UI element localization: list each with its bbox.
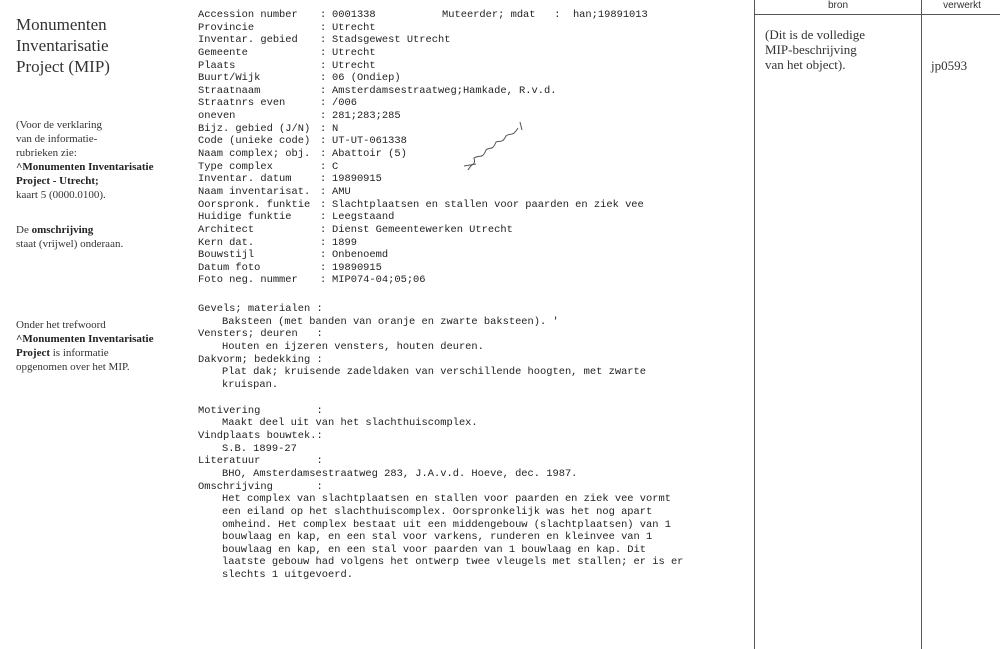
section-text: bouwlaag en kap, en een stal voor paarden van 1 bouwlaag en kap. Dit (222, 543, 647, 556)
record-row (198, 47, 738, 60)
record-row (198, 186, 738, 199)
section-heading: Vensters; deuren : (198, 328, 323, 341)
field-label: Bijz. gebied (J/N) (198, 122, 311, 135)
field-label: Kern dat. (198, 236, 255, 249)
left-notes (16, 14, 186, 373)
field-separator: : (320, 135, 327, 148)
field-label: Straatnaam (198, 84, 261, 97)
field-label: Type complex (198, 160, 273, 173)
section-text: Plat dak; kruisende zadeldaken van verschillende hoogten, met zwarte (222, 366, 647, 379)
field-label: oneven (198, 110, 236, 123)
record-row (198, 34, 738, 47)
field-label: Accession number (198, 9, 298, 21)
field-label: Datum foto (198, 261, 261, 274)
bron-cell: (Dit is de volledige MIP-beschrijving van het object). (765, 27, 866, 72)
field-separator: : (320, 34, 327, 47)
field-value: Amsterdamsestraatweg;Hamkade, R.v.d. (332, 84, 557, 97)
field-separator: : (320, 97, 327, 110)
record-row (198, 249, 738, 262)
field-separator: : (320, 261, 327, 274)
field-separator: : (320, 185, 327, 198)
field-label: Code (unieke code) (198, 135, 311, 148)
section-text: omheind. Het complex bestaat uit een middengebouw (slachtplaatsen) van 1 (222, 518, 671, 531)
field-value: UT-UT-061338 (332, 135, 407, 148)
field-value: 19890915 (332, 261, 382, 274)
section-text: Het complex van slachtplaatsen en stallen voor paarden en ziek vee vormt (222, 493, 671, 506)
field-value: Utrecht (332, 46, 376, 59)
record-row (198, 9, 738, 22)
field-separator: : (320, 274, 327, 287)
field-label: Plaats (198, 59, 236, 72)
section-text: Houten en ijzeren vensters, houten deuren. (222, 340, 484, 353)
explanation-note: (Voor de verklaring van de informatie- rubrieken zie: ^Monumenten Inventarisatie Project - Utrecht; kaart 5 (0000.0100). (16, 119, 154, 201)
record-row (198, 224, 738, 237)
section-heading: Gevels; materialen : (198, 303, 323, 315)
verwerkt-cell: jp0593 (931, 58, 968, 73)
section-text: slechts 1 uitgevoerd. (222, 569, 353, 582)
section-heading: Vindplaats bouwtek.: (198, 429, 323, 442)
section-text: BHO, Amsterdamsestraatweg 283, J.A.v.d. Hoeve, dec. 1987. (222, 467, 578, 480)
section-text: Baksteen (met banden van oranje en zwarte baksteen). ' (222, 315, 559, 328)
section-text: bouwlaag en kap, en een stal voor varkens, runderen en kleinvee van 1 (222, 531, 653, 544)
field-value: N (332, 122, 339, 135)
field-separator: : (320, 21, 327, 34)
section-gap (198, 392, 738, 405)
field-value: AMU (332, 185, 351, 198)
field-value: 06 (Ondiep) (332, 72, 401, 85)
field-label: Naam inventarisat. (198, 185, 311, 198)
reference-link-mip[interactable]: ^Monumenten Inventarisatie Project (16, 333, 154, 359)
source-table (754, 0, 1000, 649)
record-row (198, 85, 738, 98)
record-row (198, 237, 738, 250)
keyword-note: Onder het trefwoord ^Monumenten Inventarisatie Project is informatie opgenomen over het MIP. (16, 319, 154, 373)
reference-link-mip-utrecht[interactable]: ^Monumenten Inventarisatie Project - Utrecht; (16, 161, 154, 187)
field-label: Oorspronk. funktie (198, 198, 311, 211)
section-heading: Omschrijving : (198, 480, 323, 493)
field-separator: : (320, 173, 327, 186)
field-label: Straatnrs even (198, 97, 286, 110)
field-label: Architect (198, 223, 255, 236)
field-separator: : (320, 84, 327, 97)
field-separator: : (320, 9, 327, 21)
record-row (198, 97, 738, 110)
field-separator: : (320, 236, 327, 249)
field-value: Utrecht (332, 59, 376, 72)
column-header-verwerkt: verwerkt (921, 0, 1000, 15)
field-value: C (332, 160, 339, 173)
field-value: MIP074-04;05;06 (332, 274, 426, 287)
field-label: Naam complex; obj. (198, 148, 311, 161)
handwritten-scribble-icon (462, 118, 532, 178)
field-value: Leegstaand (332, 211, 395, 224)
field-separator: : (320, 160, 327, 173)
field-label: Inventar. datum (198, 173, 292, 186)
field-value: 281;283;285 (332, 110, 401, 123)
record-row (198, 22, 738, 35)
field-value: Dienst Gemeentewerken Utrecht (332, 223, 513, 236)
field-separator: : (320, 72, 327, 85)
field-separator: : (320, 249, 327, 262)
field-value: Abattoir (5) (332, 148, 407, 161)
field-label: Gemeente (198, 46, 248, 59)
field-value: Onbenoemd (332, 249, 389, 262)
field-value: /006 (332, 97, 357, 110)
record-row (198, 262, 738, 275)
field-label: Bouwstijl (198, 249, 255, 262)
field-separator: : (320, 46, 327, 59)
section-heading: Dakvorm; bedekking : (198, 353, 323, 366)
field-value: Utrecht (332, 21, 376, 34)
section-text: een eiland op het slachthuiscomplex. Oorspronkelijk was het nog apart (222, 505, 653, 518)
field-value: 0001338 (332, 9, 376, 21)
record-row (198, 72, 738, 85)
field-label: Inventar. gebied (198, 34, 298, 47)
description-sections (198, 303, 738, 582)
field-separator: : (320, 198, 327, 211)
description-location-note: De omschrijving staat (vrijwel) onderaan. (16, 224, 124, 250)
record-row (198, 274, 738, 287)
field-value: 1899 (332, 236, 357, 249)
record-row (198, 199, 738, 212)
section-heading: Literatuur : (198, 455, 323, 468)
field-label: Huidige funktie (198, 211, 292, 224)
field-separator: : (320, 223, 327, 236)
record-row (198, 211, 738, 224)
field-label: Buurt/Wijk (198, 72, 261, 85)
section-text: laatste gebouw had volgens het ontwerp twee vleugels met stallen; er is er (222, 556, 684, 569)
field-separator: : (320, 211, 327, 224)
section-text: kruispan. (222, 378, 279, 391)
field-value: Slachtplaatsen en stallen voor paarden en ziek vee (332, 198, 644, 211)
section-text: S.B. 1899-27 (222, 442, 297, 455)
document-title: Monumenten Inventarisatie Project (MIP) (16, 15, 110, 76)
field-separator: : (320, 122, 327, 135)
mutator-info: Muteerder; mdat : han;19891013 (442, 9, 648, 21)
field-label: Foto neg. nummer (198, 274, 298, 287)
section-text: Maakt deel uit van het slachthuiscomplex. (222, 417, 478, 430)
field-separator: : (320, 148, 327, 161)
field-separator: : (320, 59, 327, 72)
field-value: Stadsgewest Utrecht (332, 34, 451, 47)
column-header-bron: bron (755, 0, 921, 15)
section-heading: Motivering : (198, 404, 323, 417)
field-separator: : (320, 110, 327, 123)
record-row (198, 60, 738, 73)
column-divider (921, 0, 922, 649)
field-value: 19890915 (332, 173, 382, 186)
field-label: Provincie (198, 21, 255, 34)
